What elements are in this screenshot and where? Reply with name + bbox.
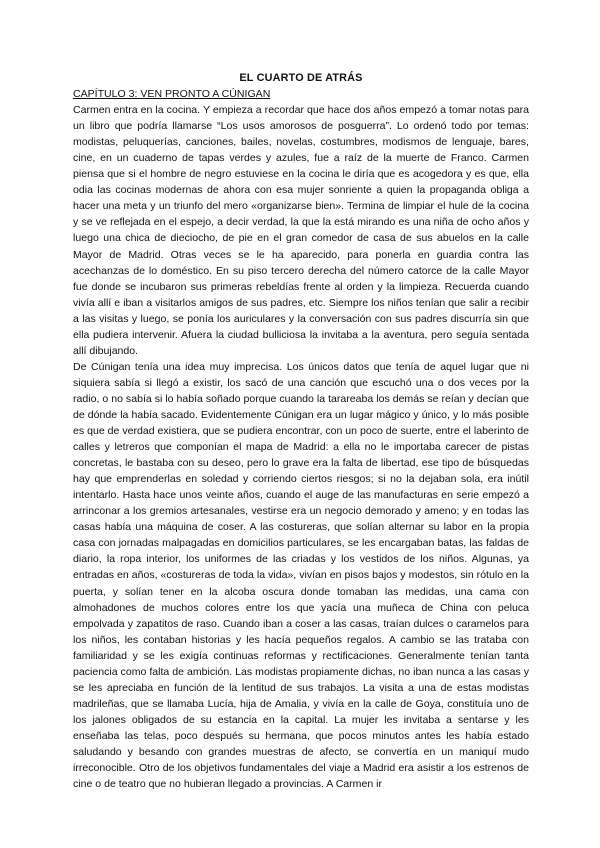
paragraph-1: Carmen entra en la cocina. Y empieza a recordar que hace dos años empezó a tomar notas para un libro que podría llamarse “Los usos amorosos de posguerra”. Lo ordenó todo por temas: modistas, peluquerías, canciones, bailes, novelas, costumbres, modismos de lenguaje, bares, cine, en un cuaderno de tapas verdes y azules, fue a raíz de la muerte de Franco. Carmen piensa que si el hombre de negro estuviese en la cocina le diría que es acogedora y es que, ella odia las cocinas modernas de ahora con esa mujer sonriente a quien la propaganda obliga a hacer una meta y un triunfo del mero «organizarse bien». Termina de limpiar el hule de la cocina y se ve reflejada en el espejo, a decir verdad, la que la está mirando es una niña de ocho años y luego una chica de dieciocho, de pie en el gran comedor de casa de sus abuelos en la calle Mayor de Madrid. Otras veces se le ha aparecido, para ponerla en guardia contra las acechanzas de lo doméstico. En su piso tercero derecha del número catorce de la calle Mayor fue donde se incubaron sus primeras rebeldías frente al orden y la limpieza. Recuerda cuando vivía allí e iban a visitarlos amigos de sus padres, etc. Siempre los niños tenían que salir a recibir a las visitas y luego, se ponía los auriculares y la conversación con sus padres discurría sin que ella pudiera intervenir. Afuera la ciudad bulliciosa la invitaba a la aventura, pero seguía sentada allí dibujando. [73, 104, 529, 357]
document-title: EL CUARTO DE ATRÁS [239, 72, 363, 84]
chapter-heading: CAPÍTULO 3: VEN PRONTO A CÚNIGAN [73, 88, 271, 101]
document-page [73, 70, 529, 792]
paragraph-2: De Cúnigan tenía una idea muy imprecisa. Los únicos datos que tenía de aquel lugar que ni siquiera sabía si llegó a existir, los sacó de una canción que escuchó una o dos veces por la radio, o no sabía si lo había soñado porque cuando la tarareaba los demás se reían y decían que de dónde la había sacado. Evidentemente Cúnigan era un lugar mágico y único, y lo más posible es que de verdad existiera, que se pudiera encontrar, con un poco de suerte, entre el laberinto de calles y letreros que componían el mapa de Madrid: a ella no le importaba carecer de pistas concretas, le bastaba con su deseo, pero lo grave era la falta de libertad, ese tipo de búsquedas hay que emprenderlas en soledad y corriendo ciertos riesgos; si no la dejaban sola, era inútil intentarlo. Hasta hace unos veinte años, cuando el auge de las manufacturas en serie empezó a arrinconar a los gremios artesanales, vestirse era un negocio demorado y ameno; y en todas las casas había una máquina de coser. A las costureras, que solían alternar su labor en la propia casa con jornadas malpagadas en domicilios particulares, se les encargaban batas, las faldas de diario, la ropa interior, los uniformes de las criadas y los vestidos de los niños. Algunas, ya entradas en años, «costureras de toda la vida», vivían en pisos bajos y modestos, sin rótulo en la puerta, y solían tener en la alcoba oscura donde tomaban las medidas, una cama con almohadones de muchos colores entre los que yacía una muñeca de China con peluca empolvada y zapatitos de raso. Cuando iban a coser a las casas, traían dulces o caramelos para los niños, les contaban historias y les hacía pequeños regalos. A cambio se las trataba con familiaridad y se les exigía continuas reformas y rectificaciones. Generalmente tenían tanta paciencia como falta de ambición. Las modistas propiamente dichas, no iban nunca a las casas y se les apreciaba en función de la lentitud de sus trabajos. La visita a una de estas modistas madrileñas, que se llamaba Lucía, hija de Amalia, y vivía en la calle de Goya, constituía uno de los jalones obligados de su estancia en la capital. La mujer les invitaba a sentarse y les enseñaba las telas, poco después su hermana, que pocos minutos antes les había estado saludando y besando con grandes muestras de afecto, se convertía en un maniquí mudo irreconocible. Otro de los objetivos fundamentales del viaje a Madrid era asistir a los estrenos de cine o de teatro que no hubieran llegado a provincias. A Carmen ir [73, 360, 529, 791]
